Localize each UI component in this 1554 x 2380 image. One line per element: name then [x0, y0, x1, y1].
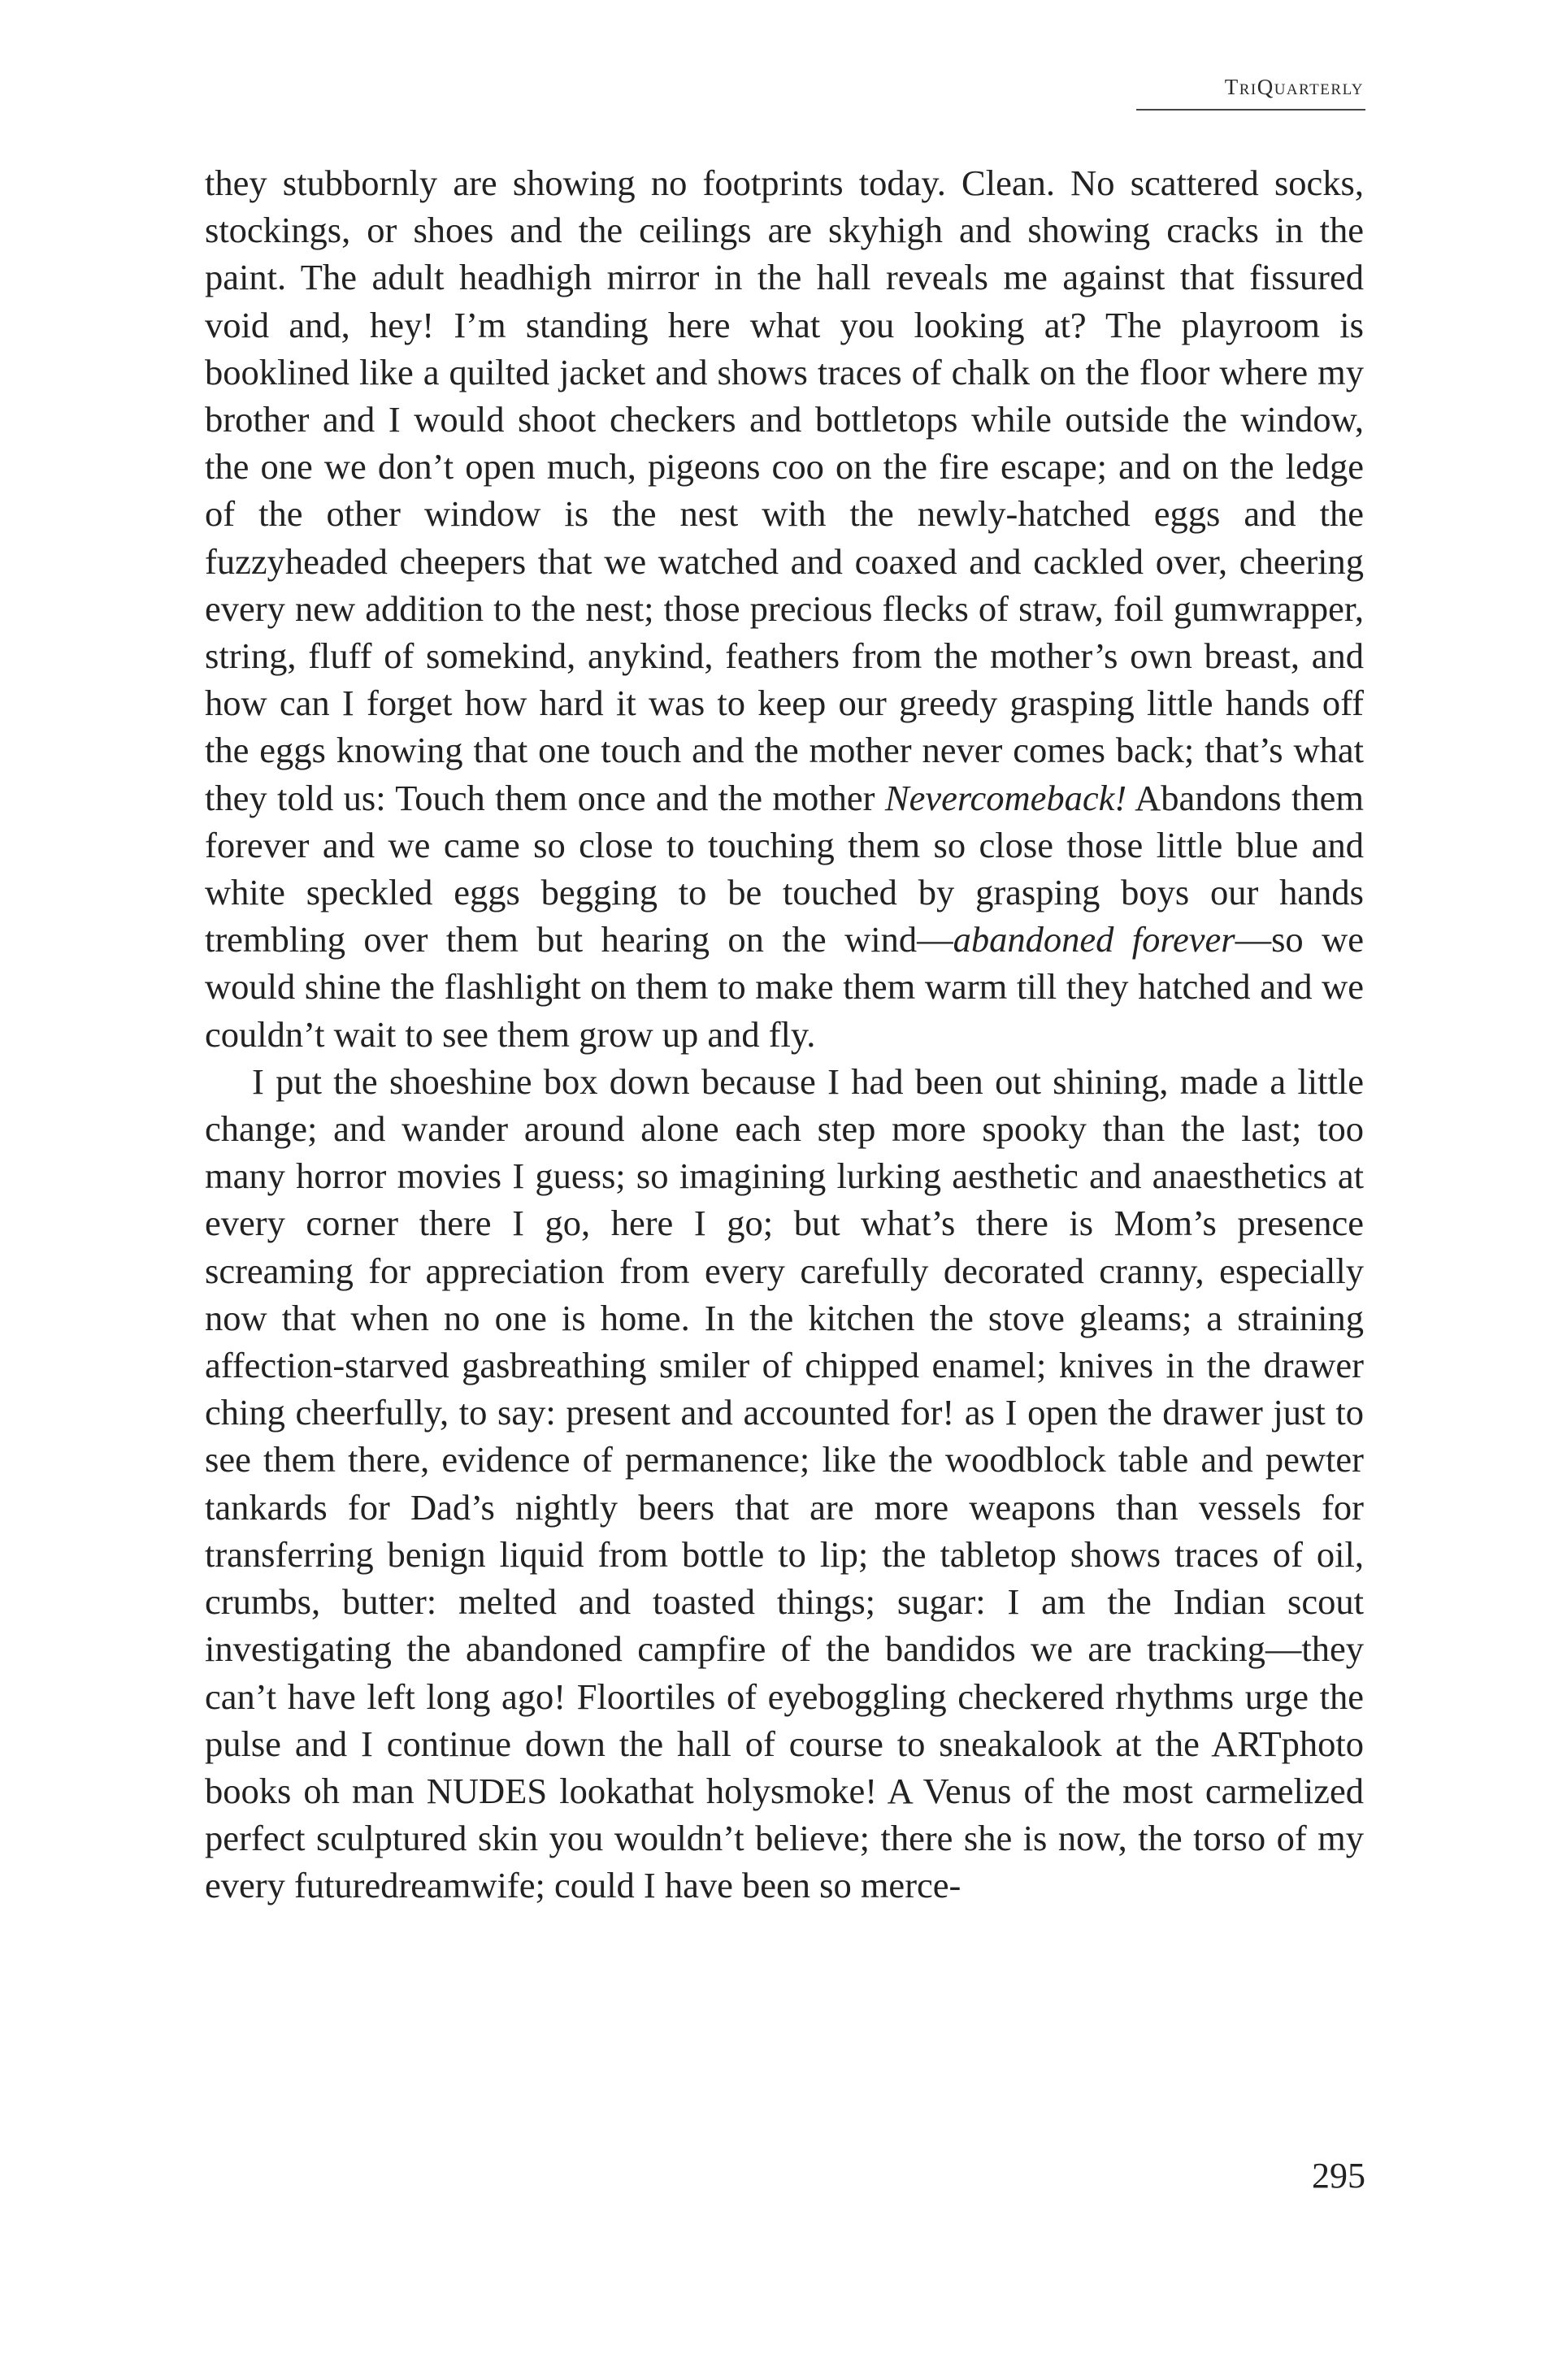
paragraph-1-part-3: —so we would shine the flashlight on them to make them warm till they hatched and we couldn’t wait to see them grow up and fly.	[205, 919, 1364, 1055]
paragraph-1-italic-2: abandoned forever	[953, 919, 1235, 960]
paragraph-1-part-2: Abandons them forever and we came so close to touching them so close those little blue and white speckled eggs begging to be touched by grasping boys our hands trembling over them but hearing on the wind—	[205, 777, 1364, 960]
header-rule	[1136, 109, 1365, 111]
paragraph-1-part-1: they stubbornly are showing no footprints today. Clean. No scattered socks, stockings, or shoes and the ceilings are skyhigh and showing cracks in the paint. The adult headhigh mirror in the hall reveals me against that fissured void and, hey! I’m standing here what you looking at? The playroom is booklined like a quilted jacket and shows traces of chalk on the floor where my brother and I would shoot checkers and bottletops while outside the window, the one we don’t open much, pigeons coo on the fire escape; and on the ledge of the other window is the nest with the newly-hatched eggs and the fuzzyheaded cheepers that we watched and coaxed and cackled over, cheering every new addition to the nest; those precious flecks of straw, foil gumwrapper, string, fluff of somekind, anykind, feathers from the mother’s own breast, and how can I forget how hard it was to keep our greedy grasping little hands off the eggs knowing that one touch and the mother never comes back; that’s what they told us: Touch them once and the mother	[205, 163, 1364, 818]
paragraph-1	[205, 159, 1364, 1058]
page-number: 295	[1312, 2156, 1365, 2196]
paragraph-1-italic-1: Nevercomeback!	[884, 777, 1127, 818]
body-text	[205, 159, 1364, 1910]
running-head: TriQuarterly	[1224, 75, 1364, 99]
paragraph-2: I put the shoeshine box down because I had been out shining, made a little change; and wander around alone each step more spooky than the last; too many horror movies I guess; so imagining lurking aesthetic and anaesthetics at every corner there I go, here I go; but what’s there is Mom’s presence screaming for appreciation from every carefully decorated cranny, especially now that when no one is home. In the kitchen the stove gleams; a straining affection-starved gasbreathing smiler of chipped enamel; knives in the drawer ching cheerfully, to say: present and accounted for! as I open the drawer just to see them there, evidence of permanence; like the woodblock table and pewter tankards for Dad’s nightly beers that are more weapons than vessels for transferring benign liquid from bottle to lip; the tabletop shows traces of oil, crumbs, butter: melted and toasted things; sugar: I am the Indian scout investigating the abandoned campfire of the bandidos we are tracking—they can’t have left long ago! Floortiles of eyeboggling checkered rhythms urge the pulse and I continue down the hall of course to sneakalook at the ARTphoto books oh man NUDES lookathat holysmoke! A Venus of the most carmelized perfect sculptured skin you wouldn’t believe; there she is now, the torso of my every futuredreamwife; could I have been so merce-	[205, 1060, 1364, 1906]
